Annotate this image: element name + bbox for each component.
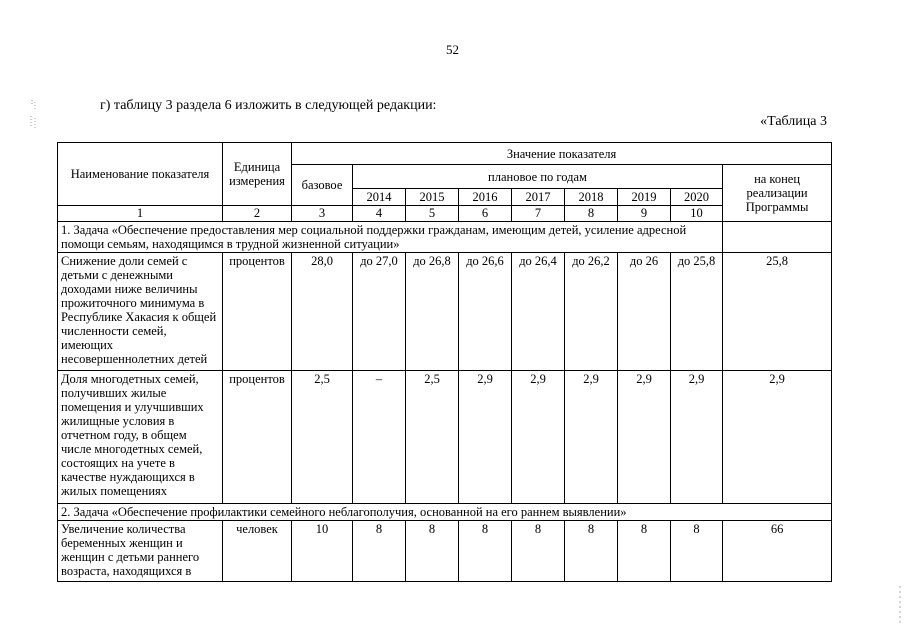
column-number: 5 — [406, 206, 459, 222]
indicator-end: 25,8 — [723, 253, 832, 371]
indicator-unit: человек — [223, 521, 292, 582]
indicator-name: Доля многодетных семей, получивших жилые помещения и улучшивших жилищные условия в отчетном году, в общем числе многодетных семей, состоящих на учете в качестве нуждающихся в жилых помещениях — [58, 371, 223, 504]
column-number: 2 — [223, 206, 292, 222]
indicator-base: 2,5 — [292, 371, 353, 504]
indicator-value: 8 — [671, 521, 723, 582]
task-2-title: 2. Задача «Обеспечение профилактики семейного неблагополучия, основанной на его раннем выявлении» — [58, 504, 832, 521]
column-number: 6 — [459, 206, 512, 222]
indicator-value: 8 — [565, 521, 618, 582]
task-1-title: 1. Задача «Обеспечение предоставления мер социальной поддержки гражданам, имеющим детей, усиление адресной помощи семьям, находящимся в трудной жизненной ситуации» — [58, 222, 723, 253]
table-row — [58, 521, 832, 582]
column-number: 1 — [58, 206, 223, 222]
header-year: 2014 — [353, 189, 406, 206]
indicator-value: до 26,4 — [512, 253, 565, 371]
header-year: 2018 — [565, 189, 618, 206]
indicator-value: 2,9 — [618, 371, 671, 504]
header-end: на конец реализации Программы — [723, 165, 832, 222]
indicator-value: до 26,6 — [459, 253, 512, 371]
header-name: Наименование показателя — [58, 143, 223, 206]
column-numbers-row — [58, 206, 832, 222]
indicator-value: 8 — [618, 521, 671, 582]
indicators-table — [57, 142, 832, 582]
indicator-base: 10 — [292, 521, 353, 582]
indicator-value: 8 — [353, 521, 406, 582]
table-row — [58, 371, 832, 504]
task-row-2 — [58, 504, 832, 521]
indicator-name: Снижение доли семей с детьми с денежными доходами ниже величины прожиточного минимума в Республике Хакасия к общей численности семей, имеющих несовершеннолетних детей — [58, 253, 223, 371]
column-number: 10 — [671, 206, 723, 222]
task-1-end-cell — [723, 222, 832, 253]
column-number: 9 — [618, 206, 671, 222]
intro-text: г) таблицу 3 раздела 6 изложить в следующей редакции: — [100, 98, 437, 113]
header-row-1 — [58, 143, 832, 165]
indicator-value: до 25,8 — [671, 253, 723, 371]
header-year: 2017 — [512, 189, 565, 206]
indicator-value: до 26 — [618, 253, 671, 371]
column-number: 7 — [512, 206, 565, 222]
indicator-value: до 26,8 — [406, 253, 459, 371]
indicator-unit: процентов — [223, 253, 292, 371]
table-caption: «Таблица 3 — [760, 114, 827, 129]
margin-marks — [26, 98, 40, 130]
indicator-name: Увеличение количества беременных женщин и женщин с детьми раннего возраста, находящихся в — [58, 521, 223, 582]
indicator-value: – — [353, 371, 406, 504]
header-value: Значение показателя — [292, 143, 832, 165]
header-unit: Единица измерения — [223, 143, 292, 206]
column-number: 8 — [565, 206, 618, 222]
header-planned: плановое по годам — [353, 165, 723, 189]
indicator-value: до 26,2 — [565, 253, 618, 371]
indicator-value: 2,9 — [512, 371, 565, 504]
table-row — [58, 253, 832, 371]
margin-marks — [898, 586, 902, 626]
indicator-value: 8 — [512, 521, 565, 582]
indicator-value: 2,9 — [565, 371, 618, 504]
header-year: 2019 — [618, 189, 671, 206]
header-year: 2016 — [459, 189, 512, 206]
indicator-value: до 27,0 — [353, 253, 406, 371]
indicator-value: 2,5 — [406, 371, 459, 504]
header-base: базовое — [292, 165, 353, 206]
indicator-base: 28,0 — [292, 253, 353, 371]
header-year: 2015 — [406, 189, 459, 206]
page-number: 52 — [446, 42, 459, 57]
column-number: 3 — [292, 206, 353, 222]
indicator-value: 8 — [459, 521, 512, 582]
task-row-1 — [58, 222, 832, 253]
indicator-value: 2,9 — [671, 371, 723, 504]
indicator-end: 66 — [723, 521, 832, 582]
indicator-end: 2,9 — [723, 371, 832, 504]
header-year: 2020 — [671, 189, 723, 206]
indicator-value: 2,9 — [459, 371, 512, 504]
indicator-value: 8 — [406, 521, 459, 582]
indicator-unit: процентов — [223, 371, 292, 504]
column-number: 4 — [353, 206, 406, 222]
